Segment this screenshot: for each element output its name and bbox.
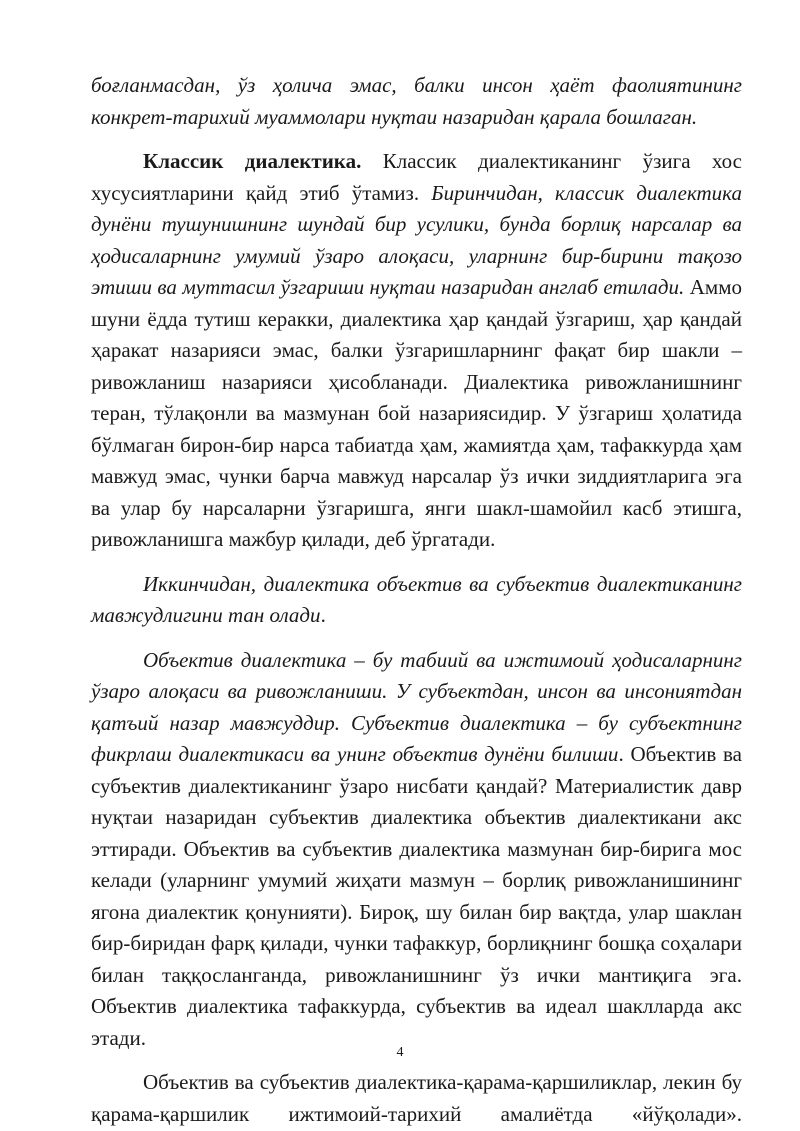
paragraph-classic-dialectics (91, 146, 742, 556)
document-page (91, 70, 742, 1130)
paragraph-second-point (91, 569, 742, 632)
section-heading: Классик диалектика. (143, 149, 362, 173)
body-text: Аммо шуни ёдда тутиш керакки, диалектика ҳар қандай ўзгариш, ҳар қандай ҳаракат назарияси эмас, балки ўзгаришларнинг фақат бир шакли – ривожланиш назарияси ҳисобланади. Диалектика ривожланишнинг теран, тўлақонли ва мазмунан бой назариясидир. У ўзгариш ҳолатида бўлмаган бирон-бир нарса табиатда ҳам, жамиятда ҳам, тафаккурда ҳам мавжуд эмас, чунки барча мавжуд нарсалар ўз ички зиддиятларига эга ва улар бу нарсаларни ўзгаришга, янги шакл-шамойил касб этишга, ривожланишга мажбур қилади, деб ўргатади. (91, 275, 742, 551)
italic-text: боғланмаcдан, ўз ҳолича эмас, балки инсон ҳаёт фаолиятининг конкрет-тарихий муаммолари нуқтаи назаридан қарала бошлаган. (91, 73, 742, 129)
body-text: . (320, 603, 326, 627)
italic-text: Иккинчидан, диалектика объектив ва субъектив диалектиканинг мавжудлигини тан олади (91, 571, 742, 627)
body-text: . Объектив ва субъектив диалектиканинг ўзаро нисбати қандай? Материалистик давр нуқтаи назаридан субъектив диалектика объектив диалектикани акс эттиради. Объектив ва субъектив диалектика мазмунан бир-бирига мос келади (уларнинг умумий жиҳати мазмун – борлиқ ривожланишининг ягона диалектик қонунияти). Бироқ, шу билан бир вақтда, улар шаклан бир-биридан фарқ қилади, чунки тафаккур, борлиқнинг бошқа соҳалари билан таққосланганда, ривожланишнинг ўз ички мантиқига эга. Объектив диалектика тафаккурда, субъектив ва идеал шаклларда акс этади. (91, 742, 742, 1050)
paragraph-continuation (91, 70, 742, 133)
paragraph-objective-dialectics (91, 645, 742, 1055)
italic-text: Биринчидан, классик диалектика дунёни тушунишнинг шундай бир усулики, бунда борлиқ нарсалар ва ҳодисаларнинг умумий ўзаро алоқаси, уларнинг бир-бирини тақозо этиши ва муттасил ўзгариши нуқтаи назаридан англаб етилади. (91, 180, 742, 299)
body-text: Объектив ва субъектив диалектика-қарама-қаршиликлар, лекин бу қарама-қаршилик ижтимоий-тарихий амалиётда «йўқолади». (91, 1070, 742, 1126)
page-number: 4 (396, 1045, 404, 1060)
paragraph-contradictions (91, 1067, 742, 1130)
body-text: Классик диалектиканинг ўзига хос хусусиятларини қайд этиб ўтамиз. (91, 149, 742, 205)
italic-text: Объектив диалектика – бу табиий ва ижтимоий ҳодисаларнинг ўзаро алоқаси ва ривожланиши. У субъектдан, инсон ва инсониятдан қатъий назар мавжуддир. Субъектив диалектика – бу субъектнинг фикрлаш диалектикаси ва унинг объектив дунёни билиши (91, 647, 742, 766)
